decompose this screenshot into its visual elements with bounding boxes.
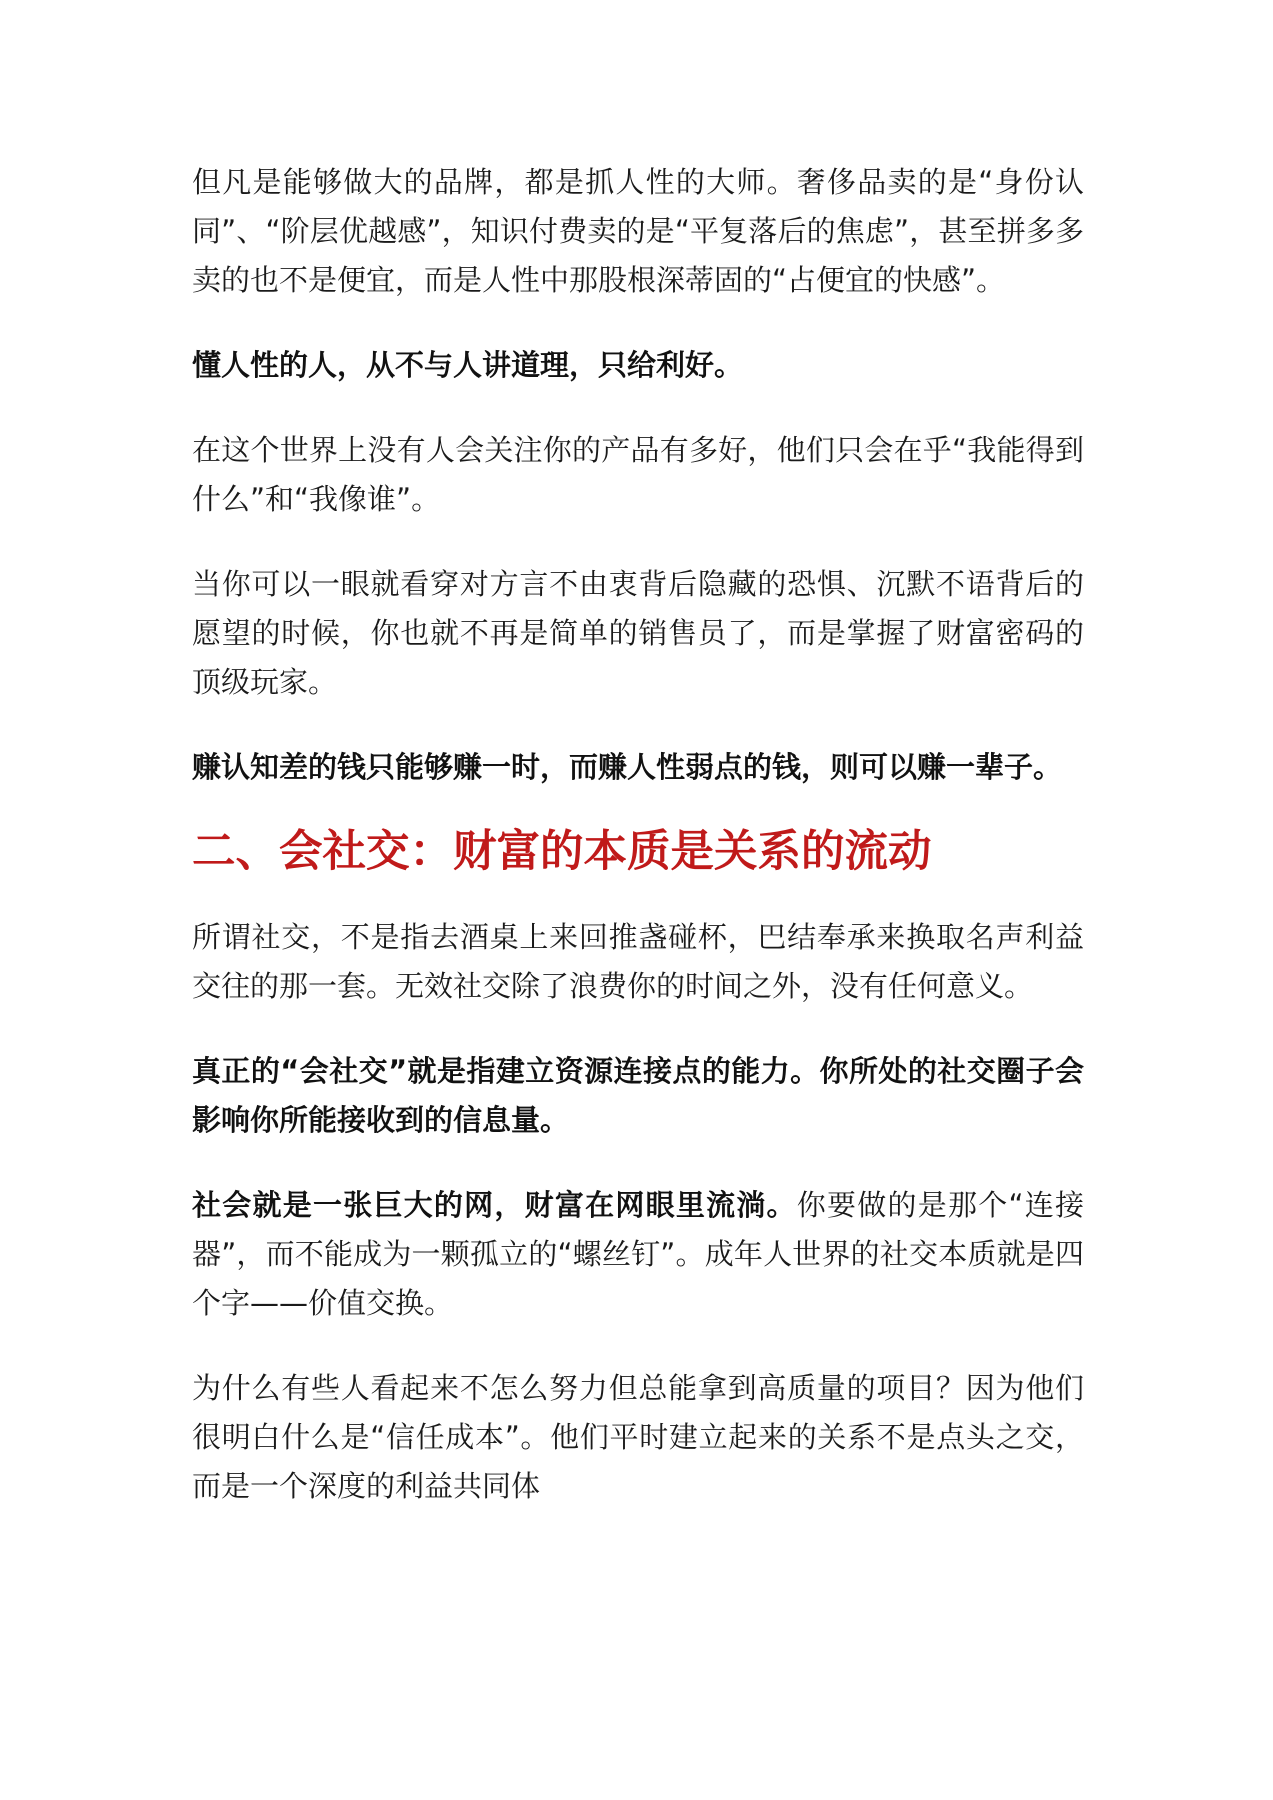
paragraph-bold-real-social: 真正的“会社交”就是指建立资源连接点的能力。你所处的社交圈子会影响你所能接收到的信息量。 (192, 1054, 1084, 1137)
paragraph-social-meaning: 所谓社交，不是指去酒桌上来回推盏碰杯，巴结奉承来换取名声利益交往的那一套。无效社交除了浪费你的时间之外，没有任何意义。 (192, 920, 1084, 1003)
paragraph-bold-earn: 赚认知差的钱只能够赚一时，而赚人性弱点的钱，则可以赚一辈子。 (192, 750, 1063, 784)
document-page (192, 158, 1084, 1547)
section-heading-social: 二、会社交：财富的本质是关系的流动 (192, 827, 932, 877)
paragraph-brands: 但凡是能够做大的品牌，都是抓人性的大师。奢侈品卖的是“身份认同”、“阶层优越感”，知识付费卖的是“平复落后的焦虑”，甚至拼多多卖的也不是便宜，而是人性中那股根深蒂固的“占便宜的快感”。 (192, 165, 1084, 297)
paragraph-bold-human-nature: 懂人性的人，从不与人讲道理，只给利好。 (192, 348, 744, 382)
network-bold-lead: 社会就是一张巨大的网，财富在网眼里流淌。 (192, 1188, 797, 1222)
paragraph-what-i-get: 在这个世界上没有人会关注你的产品有多好，他们只会在乎“我能得到什么”和“我像谁”。 (192, 433, 1084, 516)
paragraph-trust-cost: 为什么有些人看起来不怎么努力但总能拿到高质量的项目？因为他们很明白什么是“信任成本”。他们平时建立起来的关系不是点头之交，而是一个深度的利益共同体 (192, 1371, 1084, 1503)
paragraph-see-through: 当你可以一眼就看穿对方言不由衷背后隐藏的恐惧、沉默不语背后的愿望的时候，你也就不再是简单的销售员了，而是掌握了财富密码的顶级玩家。 (192, 567, 1084, 699)
paragraph-network (192, 1181, 1084, 1328)
network-rest: 你要做的是那个“连接器”，而不能成为一颗孤立的“螺丝钉”。成年人世界的社交本质就是四个字——价值交换。 (192, 1188, 1084, 1320)
